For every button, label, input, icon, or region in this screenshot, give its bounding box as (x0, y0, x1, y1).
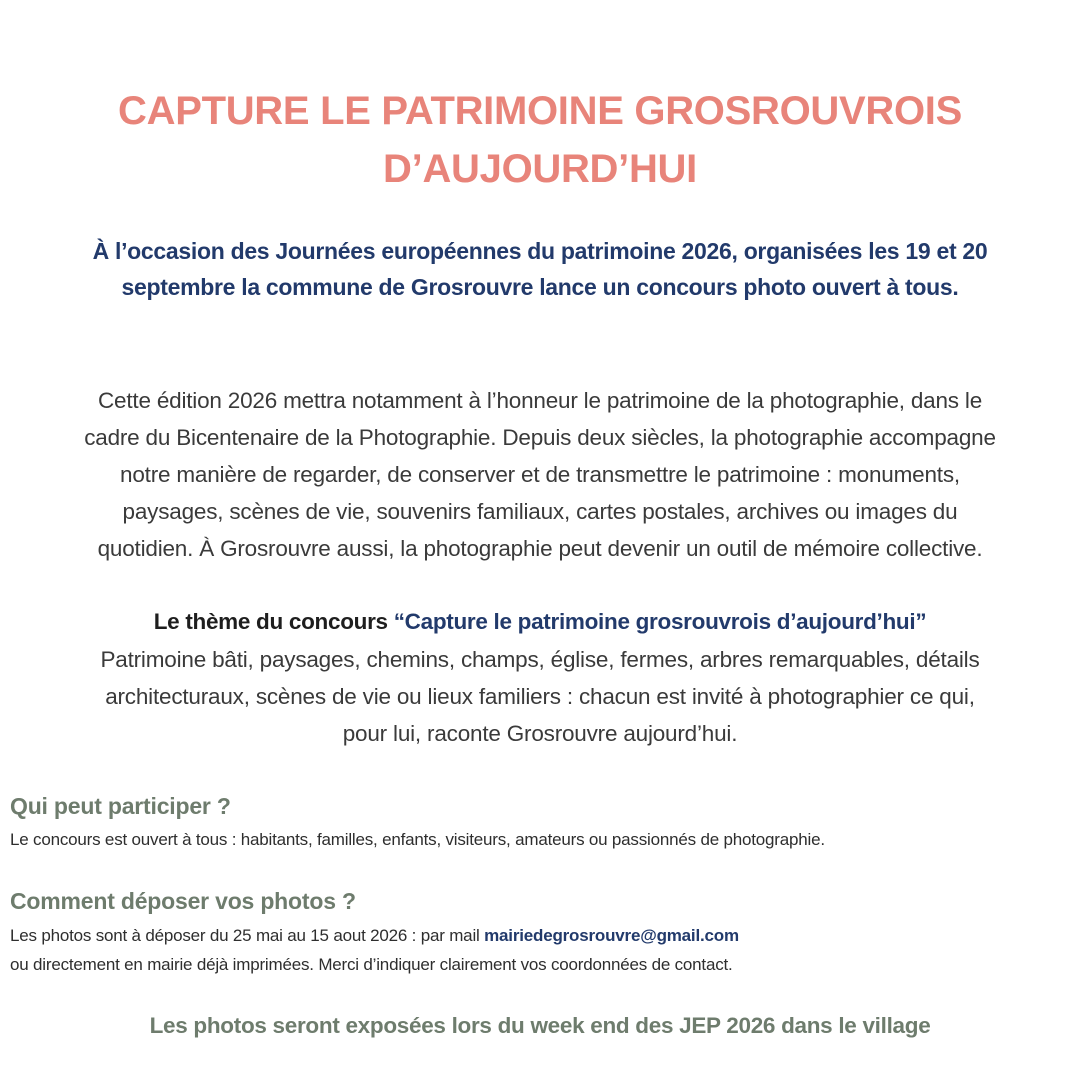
submission-line-1 (10, 921, 1070, 950)
page-title (0, 82, 1080, 198)
submission-line-2: ou directement en mairie déjà imprimées. Merci d’indiquer clairement vos coordonnées de contact. (10, 955, 733, 974)
theme-title (0, 604, 1080, 640)
theme-line-3: pour lui, raconte Grosrouvre aujourd’hui. (342, 721, 738, 746)
participants-text: Le concours est ouvert à tous : habitants, familles, enfants, visiteurs, amateurs ou passionnés de photographie. (10, 830, 825, 849)
description-line-4: paysages, scènes de vie, souvenirs familiaux, cartes postales, archives ou images du (122, 499, 958, 524)
submission-line-1-prefix: Les photos sont à déposer du 25 mai au 15 aout 2026 : par mail (10, 926, 485, 945)
page-title-line-1: CAPTURE LE PATRIMOINE GROSROUVROIS (118, 89, 962, 133)
intro-line-2: septembre la commune de Grosrouvre lance un concours photo ouvert à tous. (121, 274, 959, 300)
description-paragraph (0, 382, 1080, 567)
submission-heading: Comment déposer vos photos ? (10, 888, 356, 914)
theme-paragraph (0, 641, 1080, 752)
exhibition-footer: Les photos seront exposées lors du week end des JEP 2026 dans le village (149, 1013, 931, 1038)
theme-line-1: Patrimoine bâti, paysages, chemins, champs, église, fermes, arbres remarquables, détails (100, 647, 980, 672)
description-line-3: notre manière de regarder, de conserver et de transmettre le patrimoine : monuments, (120, 462, 960, 487)
theme-line-2: architecturaux, scènes de vie ou lieux familiers : chacun est invité à photographier ce qui, (105, 684, 975, 709)
description-line-2: cadre du Bicentenaire de la Photographie. Depuis deux siècles, la photographie accompagne (84, 425, 996, 450)
theme-quote: “Capture le patrimoine grosrouvrois d’aujourd’hui” (393, 609, 927, 634)
intro-text (20, 233, 1060, 305)
email-link[interactable]: mairiedegrosrouvre@gmail.com (484, 926, 739, 945)
theme-lead: Le thème du concours (153, 609, 394, 634)
intro-line-1: À l’occasion des Journées européennes du patrimoine 2026, organisées les 19 et 20 (92, 238, 988, 264)
page-title-line-2: D’AUJOURD’HUI (383, 147, 697, 191)
description-line-1: Cette édition 2026 mettra notamment à l’honneur le patrimoine de la photographie, dans le (97, 388, 983, 413)
description-line-5: quotidien. À Grosrouvre aussi, la photographie peut devenir un outil de mémoire collective. (97, 536, 983, 561)
submission-text (10, 921, 1070, 979)
participants-heading: Qui peut participer ? (10, 793, 231, 819)
